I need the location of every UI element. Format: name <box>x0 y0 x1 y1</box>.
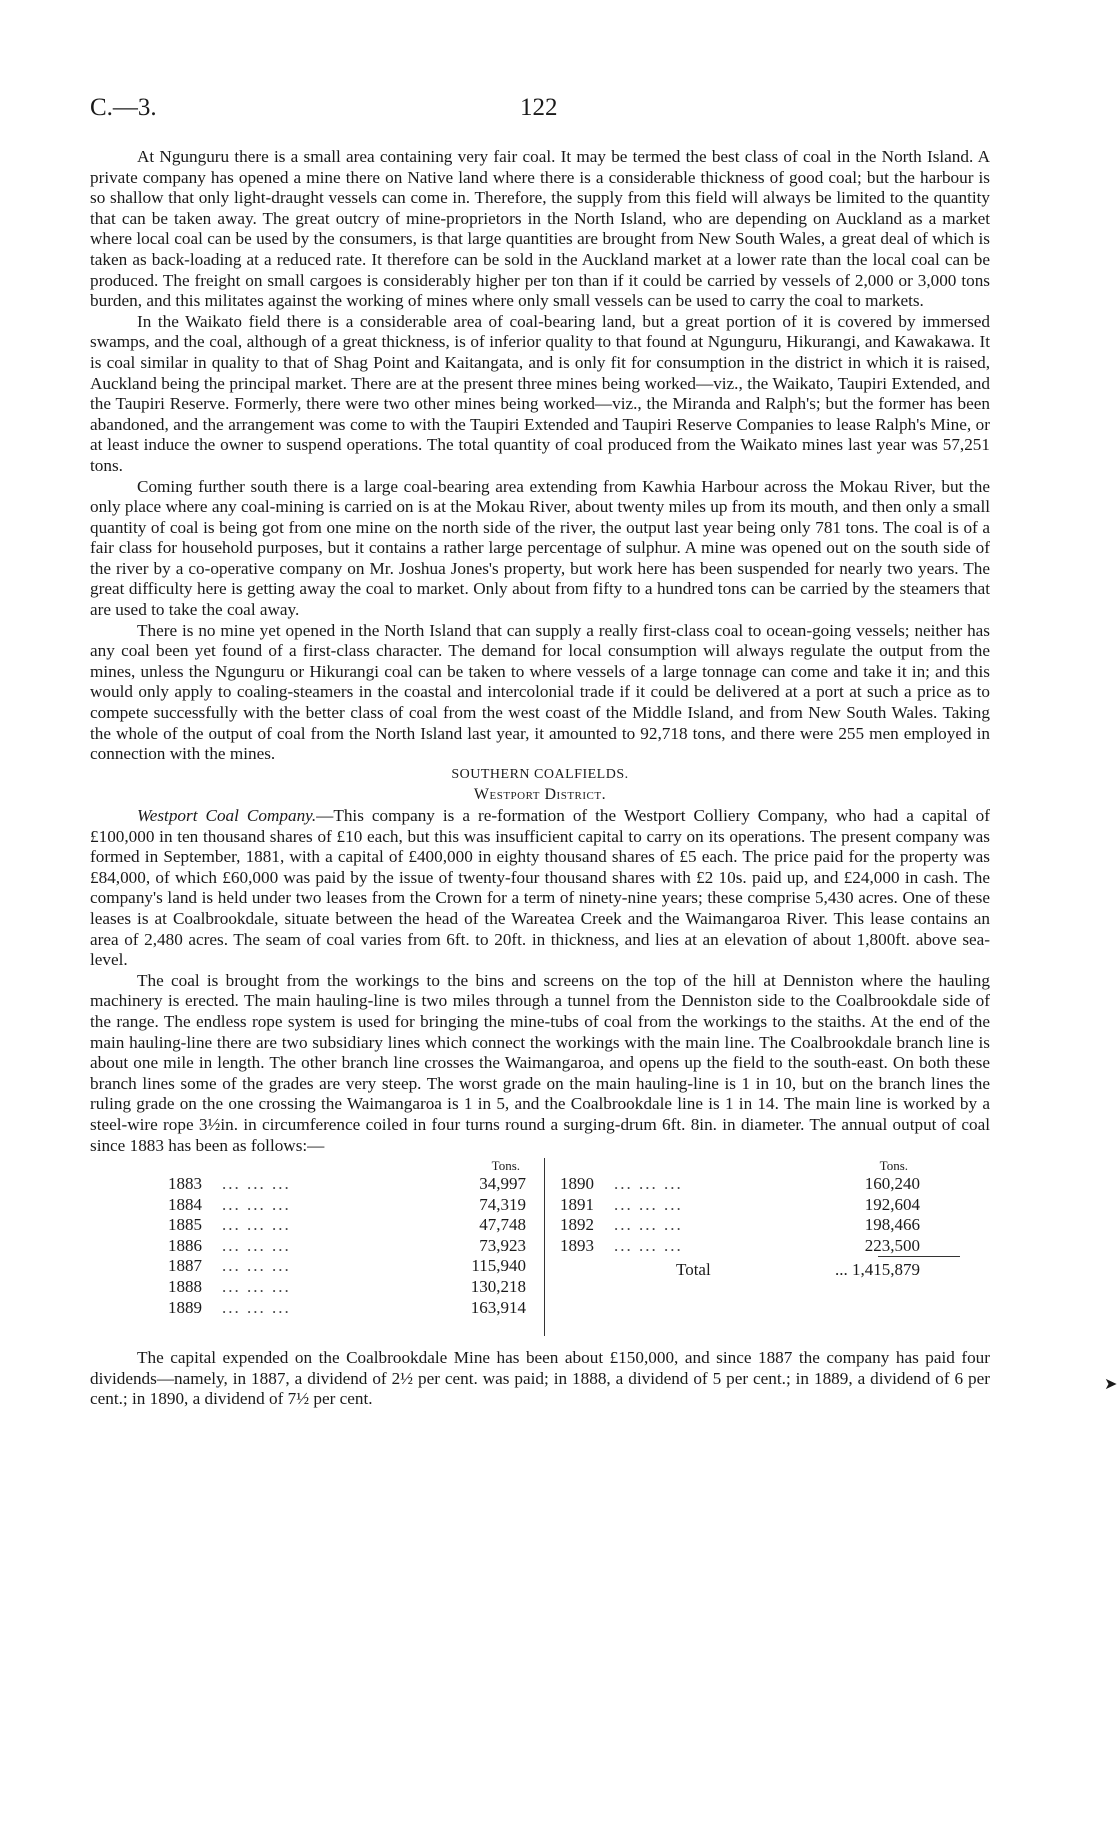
tons-cell: 192,604 <box>864 1194 920 1214</box>
table-row <box>168 1277 538 1298</box>
tons-cell: 160,240 <box>864 1174 920 1194</box>
paragraph: There is no mine yet opened in the North Island that can supply a really first-class coal to ocean-going vessels; neither has any coal been yet found of a first-class character. The demand for local consumption will always regulate the output from the mines, unless the Ngunguru or Hikurangi coal can be taken to where vessels of a large tonnage can come and take it in; and this would only apply to coaling-steamers in the coastal and intercolonial trade if it could be delivered at a port at such a price as to compete successfully with the better class of coal from the west coast of the Middle Island, and from New South Wales. Taking the whole of the output of coal from the North Island last year, it amounted to 92,718 tons, and there were 255 men employed in connection with the mines. <box>90 620 990 764</box>
leader-dots: ... ... ... <box>222 1194 291 1214</box>
page-number: 122 <box>520 94 558 121</box>
table-row <box>168 1256 538 1277</box>
subsection-heading: Westport District. <box>473 786 607 804</box>
year-cell: 1885 <box>168 1215 202 1235</box>
leader-dots: ... ... ... <box>222 1174 291 1194</box>
tons-cell: 198,466 <box>864 1215 920 1235</box>
tons-cell: 73,923 <box>479 1235 526 1255</box>
margin-mark: ➤ <box>1104 1376 1117 1393</box>
paragraph <box>90 806 990 971</box>
leader-dots: ... ... ... <box>222 1215 291 1235</box>
table-row <box>560 1195 960 1216</box>
leader-dots: ... ... ... <box>222 1256 291 1276</box>
year-cell: 1893 <box>560 1235 594 1255</box>
paragraph-text: —This company is a re-formation of the Westport Colliery Company, who had a capital of £100,000 in ten thousand shares of £10 each, but this was insufficient capital to carry on its operations. The present company was formed in September, 1881, with a capital of £400,000 in eighty thousand shares of £5 each. The price paid for the property was £84,000, of which £60,000 was paid by the issue of twenty-four thousand shares with £2 10s. paid up, and £24,000 in cash. The company's land is held under two leases from the Crown for a term of ninety-nine years; these comprise 5,430 acres. One of these leases is at Coalbrookdale, situate between the head of the Wareatea Creek and the Waimangaroa River. This lease contains an area of 2,480 acres. The seam of coal varies from 6ft. to 20ft. in thickness, and lies at an elevation of about 1,800ft. above sea-level. <box>90 806 990 970</box>
company-name: Westport Coal Company. <box>137 806 317 825</box>
table-row <box>560 1174 960 1195</box>
year-cell: 1887 <box>168 1256 202 1276</box>
table-row <box>168 1174 538 1195</box>
year-cell: 1891 <box>560 1194 594 1214</box>
paragraph: Coming further south there is a large coal-bearing area extending from Kawhia Harbour across the Mokau River, but the only place where any coal-mining is carried on is at the Mokau River, about twenty miles up from its mouth, and then only a small quantity of coal is being got from one mine on the north side of the river, the output last year being only 781 tons. The coal is of a fair class for household purposes, but it contains a rather large percentage of sulphur. A mine was opened out on the south side of the river by a co-operative company on Mr. Joshua Jones's property, but work here has been suspended for nearly two years. The great difficulty here is getting away the coal to market. Only about from fifty to a hundred tons can be carried by the steamers that are used to take the coal away. <box>90 476 990 620</box>
leader-dots: ... ... ... <box>614 1174 683 1194</box>
paragraph: In the Waikato field there is a considerable area of coal-bearing land, but a great portion of it is covered by immersed swamps, and the coal, although of a great thickness, is of inferior quality to that found at Ngunguru, Hikurangi, and Kawakawa. It is coal similar in quality to that of Shag Point and Kaitangata, and is only fit for consumption in the district in which it is raised, Auckland being the principal market. There are at the present three mines being worked—viz., the Waikato, Taupiri Extended, and the Taupiri Reserve. Formerly, there were two other mines being worked—viz., the Miranda and Ralph's; but the former has been abandoned, and the arrangement was come to with the Taupiri Extended and Taupiri Reserve Companies to lease Ralph's Mine, or at least induce the owner to suspend operations. The total quantity of coal produced from the Waikato mines last year was 57,251 tons. <box>90 311 990 475</box>
column-unit-label: Tons. <box>879 1158 908 1174</box>
tons-cell: 47,748 <box>479 1215 526 1235</box>
year-cell: 1884 <box>168 1194 202 1214</box>
paragraph: At Ngunguru there is a small area containing very fair coal. It may be termed the best class of coal in the North Island. A private company has opened a mine there on Native land where there is a considerable thickness of good coal; but the harbour is so shallow that only light-draught vessels can come in. Therefore, the supply from this field will always be limited to the quantity that can be taken away. The great outcry of mine-proprietors in the North Island, who are depending on Auckland as a market where local coal can be used by the consumers, is that large quantities are brought from New South Wales, a great deal of which is taken as back-loading at a reduced rate. It therefore can be sold in the Auckland market at a lower rate than the local coal can be produced. The freight on small cargoes is considerably higher per ton than if it could be carried by vessels of 2,000 or 3,000 tons burden, and this militates against the working of mines where only small vessels can be used to carry the coal to markets. <box>90 147 990 311</box>
year-cell: 1886 <box>168 1235 202 1255</box>
tons-cell: 130,218 <box>470 1277 526 1297</box>
leader-dots: ... ... ... <box>614 1215 683 1235</box>
table-row <box>168 1298 538 1319</box>
page-header <box>90 94 990 128</box>
leader-dots: ... ... ... <box>614 1194 683 1214</box>
total-value: ... 1,415,879 <box>835 1260 920 1280</box>
column-unit-label: Tons. <box>491 1158 520 1174</box>
section-heading: SOUTHERN COALFIELDS. <box>451 766 629 782</box>
column-divider <box>544 1158 545 1336</box>
total-rule <box>878 1256 960 1257</box>
tons-cell: 223,500 <box>864 1235 920 1255</box>
table-row <box>168 1195 538 1216</box>
tons-cell: 115,940 <box>471 1256 526 1276</box>
year-cell: 1889 <box>168 1297 202 1317</box>
table-row <box>168 1215 538 1236</box>
total-row <box>560 1260 960 1281</box>
table-row <box>168 1236 538 1257</box>
output-table <box>90 1158 990 1348</box>
leader-dots: ... ... ... <box>222 1277 291 1297</box>
leader-dots: ... ... ... <box>614 1235 683 1255</box>
total-label: Total <box>676 1260 711 1280</box>
document-body <box>90 147 990 1410</box>
paragraph: The capital expended on the Coalbrookdale Mine has been about £150,000, and since 1887 the company has paid four dividends—namely, in 1887, a dividend of 2½ per cent. was paid; in 1888, a dividend of 5 per cent.; in 1889, a dividend of 6 per cent.; in 1890, a dividend of 7½ per cent. <box>90 1348 990 1409</box>
year-cell: 1892 <box>560 1215 594 1235</box>
paragraph: The coal is brought from the workings to the bins and screens on the top of the hill at Denniston where the hauling machinery is erected. The main hauling-line is two miles through a tunnel from the Denniston side to the Coalbrookdale side of the range. The endless rope system is used for bringing the mine-tubs of coal from the workings to the staiths. At the end of the main hauling-line there are two subsidiary lines which connect the workings with the main line. The Coalbrookdale branch line is about one mile in length. The other branch line crosses the Waimangaroa, and opens up the field to the south-east. On both these branch lines some of the grades are very steep. The worst grade on the main hauling-line is 1 in 10, but on the branch lines the ruling grade on the one crossing the Waimangaroa is 1 in 5, and the Coalbrookdale line is 1 in 14. The main line is worked by a steel-wire rope 3½in. in circumference coiled in four turns round a surging-drum 6ft. 8in. in diameter. The annual output of coal since 1883 has been as follows:— <box>90 970 990 1155</box>
document-code: C.—3. <box>90 94 157 121</box>
tons-cell: 163,914 <box>470 1297 526 1317</box>
year-cell: 1888 <box>168 1277 202 1297</box>
leader-dots: ... ... ... <box>222 1235 291 1255</box>
year-cell: 1883 <box>168 1174 202 1194</box>
year-cell: 1890 <box>560 1174 594 1194</box>
tons-cell: 34,997 <box>479 1174 526 1194</box>
tons-cell: 74,319 <box>479 1194 526 1214</box>
table-row <box>560 1236 960 1257</box>
table-row <box>560 1215 960 1236</box>
leader-dots: ... ... ... <box>222 1297 291 1317</box>
